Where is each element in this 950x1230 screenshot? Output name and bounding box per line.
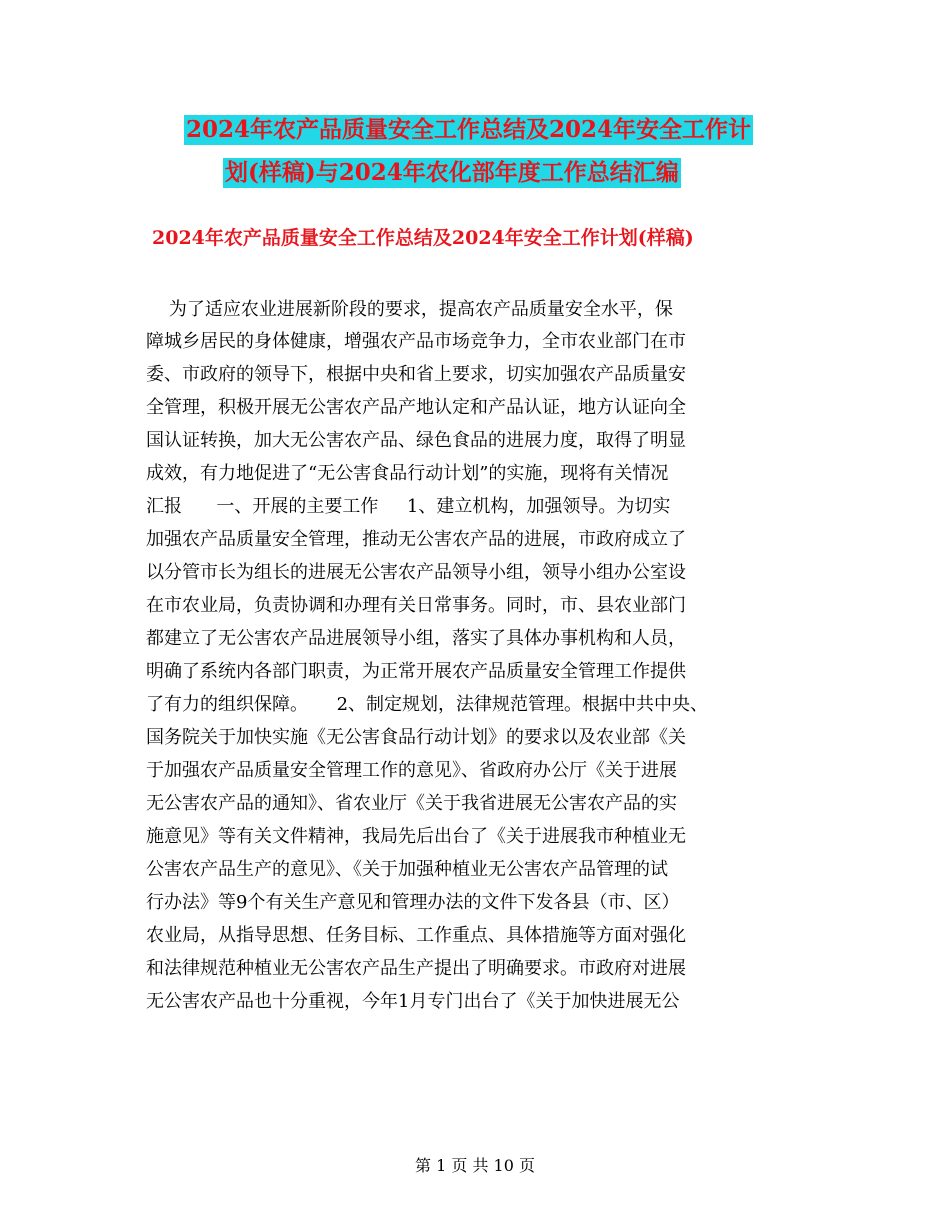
body-text-line: 行办法》等9个有关生产意见和管理办法的文件下发各县（市、区） bbox=[146, 892, 680, 913]
body-text-line: 无公害农产品的通知》、省农业厅《关于我省进展无公害农产品的实 bbox=[146, 793, 677, 814]
body-text-line: 于加强农产品质量安全管理工作的意见》、省政府办公厅《关于进展 bbox=[146, 760, 677, 781]
page-footer: 第 1 页 共 10 页 bbox=[415, 1156, 535, 1175]
body-text-line: 为了适应农业进展新阶段的要求，提高农产品质量安全水平，保 bbox=[146, 299, 673, 320]
body-text-line: 公害农产品生产的意见》、《关于加强种植业无公害农产品管理的试 bbox=[146, 859, 668, 880]
body-text-line: 明确了系统内各部门职责，为正常开展农产品质量安全管理工作提供 bbox=[146, 661, 686, 682]
body-text-line: 都建立了无公害农产品进展领导小组，落实了具体办事机构和人员， bbox=[146, 628, 686, 649]
document-title-line-1: 2024年农产品质量安全工作总结及2024年安全工作计 bbox=[186, 116, 752, 143]
document-title-line-2: 划(样稿)与2024年农化部年度工作总结汇编 bbox=[225, 159, 679, 186]
body-text-line: 在市农业局，负责协调和办理有关日常事务。同时，市、县农业部门 bbox=[146, 595, 686, 616]
body-text-line: 委、市政府的领导下，根据中央和省上要求，切实加强农产品质量安 bbox=[146, 364, 686, 385]
body-text-line: 汇报 一、开展的主要工作 1、建立机构，加强领导。为切实 bbox=[146, 496, 671, 517]
section-heading: 2024年农产品质量安全工作总结及2024年安全工作计划(样稿) bbox=[152, 227, 694, 249]
body-text-line: 农业局，从指导思想、任务目标、工作重点、具体措施等方面对强化 bbox=[146, 925, 686, 946]
body-text-line: 障城乡居民的身体健康，增强农产品市场竞争力，全市农业部门在市 bbox=[146, 331, 686, 352]
body-text-line: 和法律规范种植业无公害农产品生产提出了明确要求。市政府对进展 bbox=[146, 958, 686, 979]
body-text-line: 国认证转换，加大无公害农产品、绿色食品的进展力度，取得了明显 bbox=[146, 430, 686, 451]
body-text-line: 加强农产品质量安全管理，推动无公害农产品的进展，市政府成立了 bbox=[146, 529, 686, 550]
body-text-line: 国务院关于加快实施《无公害食品行动计划》的要求以及农业部《关 bbox=[146, 727, 686, 748]
body-text-line: 施意见》等有关文件精神，我局先后出台了《关于进展我市种植业无 bbox=[146, 826, 686, 847]
body-text-line: 无公害农产品也十分重视，今年1月专门出台了《关于加快进展无公 bbox=[146, 991, 680, 1012]
body-text-line: 了有力的组织保障。 2、制定规划，法律规范管理。根据中共中央、 bbox=[146, 694, 709, 715]
body-text-line: 成效，有力地促进了“无公害食品行动计划”的实施，现将有关情况 bbox=[146, 463, 669, 484]
body-text-line: 以分管市长为组长的进展无公害农产品领导小组，领导小组办公室设 bbox=[146, 562, 686, 583]
body-text-line: 全管理，积极开展无公害农产品产地认定和产品认证，地方认证向全 bbox=[146, 397, 686, 418]
